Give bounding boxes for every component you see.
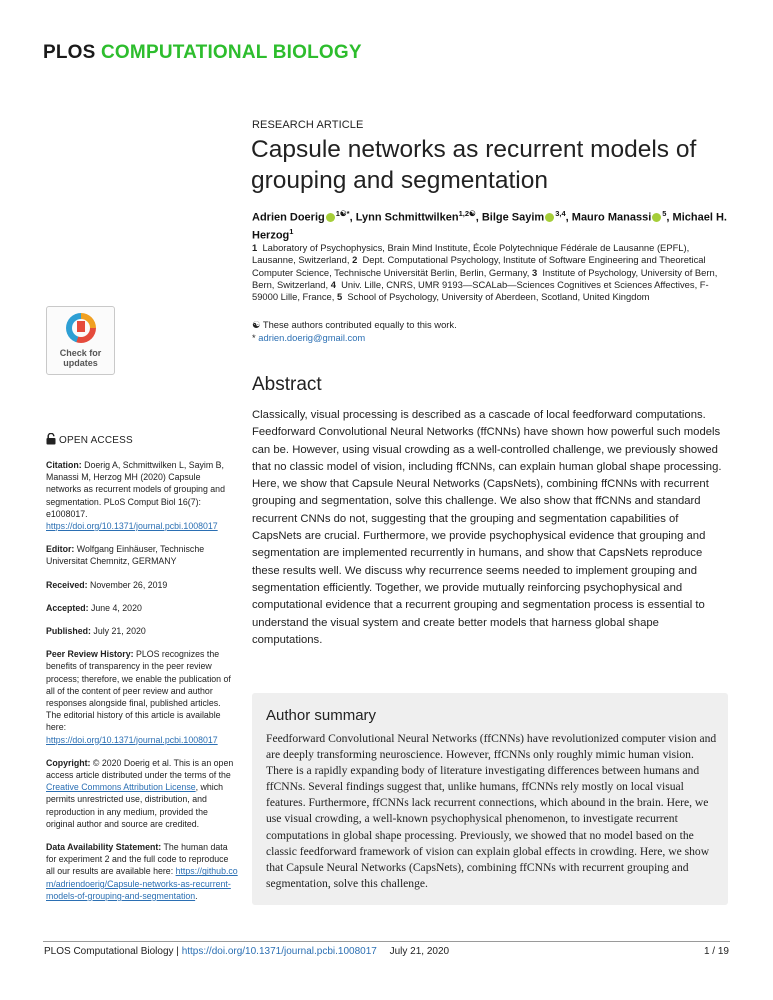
page-number: 1 / 19: [703, 946, 729, 957]
abstract-text: Classically, visual processing is described as a cascade of local feedforward computations. Feedforward Convolutional Neural Networks (ffCNNs) have shown how powerful such models can be. However, using visual crowding as a well-controlled challenge, we previously showed that no classic model of vision, including ffCNNs, can explain human global shape processing. Here, we show that Capsule Neural Networks (CapsNets), combining ffCNNs with recurrent grouping and segmentation, solve this challenge. We also show that ffCNNs and standard recurrent CNNs do not, suggesting that the grouping and segmentation capabilities of CapsNets are crucial. Furthermore, we provide psychophysical evidence that grouping and segmentation are implemented recurrently in humans, and show that CapsNets reproduce these results well. We discuss why recurrence seems needed to implement grouping and segmentation efficiently. Together, we provide mutually reinforcing psychophysical and computational evidence that a recurrent grouping and segmentation process is essential to understand the visual system and create better models that harness global shape computations.: [252, 409, 722, 646]
affiliation-number: 5: [336, 291, 343, 303]
peer-review-link[interactable]: https://doi.org/10.1371/journal.pcbi.1008017: [46, 734, 218, 745]
orcid-icon[interactable]: [545, 213, 554, 222]
data-repository-link[interactable]: https://github.com/adriendoerig/Capsule-networks-as-recurrent-models-of-grouping-and-segmentation: [46, 866, 238, 901]
affiliation-number: 1: [252, 242, 258, 253]
citation-doi-link[interactable]: https://doi.org/10.1371/journal.pcbi.1008017: [46, 521, 218, 532]
editor-block: Editor: Wolfgang Einhäuser, Technische Universitat Chemnitz, GERMANY: [46, 544, 205, 567]
author-list: Adrien Doerig $^{1☯*}$, Lynn Schmittwilken$^{1,2☯}$, Bilge Sayim $^{3,4}$, Mauro Manassi $^5$, Michael H. Herzog$^1$: [252, 209, 727, 242]
author-name[interactable]: Michael H. Herzog: [252, 211, 727, 242]
peer-review-block: Peer Review History: PLOS recognizes the benefits of transparency in the peer review process; therefore, we enable the publication of all of the content of peer review and author responses alongside final, published articles. The editorial history of this article is available here: https://doi.org/10.1371/journal.pcbi.1008017: [46, 649, 231, 745]
equal-contribution-note: ☯ These authors contributed equally to this work.: [252, 319, 457, 330]
affiliations: [252, 242, 732, 303]
author-summary-heading: Author summary: [266, 707, 377, 724]
abstract-heading: Abstract: [252, 374, 322, 395]
check-for-updates-label: Check for updates: [59, 348, 102, 368]
footer-divider: [43, 941, 730, 942]
affiliation-text: School of Psychology, University of Aberdeen, Scotland, United Kingdom: [347, 291, 650, 303]
author-name[interactable]: Mauro Manassi: [571, 211, 652, 224]
orcid-icon[interactable]: [652, 213, 661, 222]
license-link[interactable]: Creative Commons Attribution License: [46, 782, 196, 793]
author-name[interactable]: Bilge Sayim: [481, 211, 545, 224]
author-summary-text: Feedforward Convolutional Neural Networks (ffCNNs) have revolutionized computer vision and are deeply transforming neuroscience. However, ffCNNs only roughly mimic human vision. There is a rapidly expanding body of literature investigating differences between humans and ffCNNs. Several findings suggest that, unlike humans, ffCNNs rely mostly on local visual features. Furthermore, ffCNNs lack recurrent connections, which abound in the brain. Here, we use visual crowding, a well-known psychophysical phenomenon, to investigate recurrent computations in global shape processing. Previously, we showed that no model based on the classic feedforward framework of vision can explain global effects in crowding. Here, we show that Capsule Neural Networks (CapsNets), combining ffCNNs with recurrent grouping and segmentation, solve this challenge.: [266, 732, 717, 890]
journal-name-plos: PLOS: [43, 42, 96, 63]
affiliation-text: Institute of Psychology, University of Bern, Bern, Switzerland,: [252, 266, 718, 290]
journal-header: [43, 42, 362, 64]
footer-date: July 21, 2020: [389, 946, 450, 957]
author-name[interactable]: Adrien Doerig: [252, 211, 325, 224]
open-lock-icon: [46, 433, 56, 445]
data-availability-block: Data Availability Statement: The human data for experiment 2 and the full code to reproduce all our results are available here: https://github.com/adriendoerig/Capsule-networks-as-recurrent-models-of-grouping-and-segmentation.: [46, 842, 238, 901]
check-for-updates-icon: [66, 313, 96, 343]
published-block: Published: July 21, 2020: [46, 626, 146, 637]
author-notes: [252, 319, 732, 344]
citation-block: Citation: Doerig A, Schmittwilken L, Sayim B, Manassi M, Herzog MH (2020) Capsule networks as recurrent models of grouping and segmentation. PLoS Comput Biol 16(7): e1008017. https://doi.org/10.1371/journal.pcbi.1008017: [46, 460, 225, 532]
affiliation-text: Dept. Computational Psychology, Institute of Software Engineering and Theoretical Computer Science, Technische Universität Berlin, Berlin, Germany,: [252, 254, 706, 278]
affiliation-text: Univ. Lille, CNRS, UMR 9193—SCALab—Sciences Cognitives et Sciences Affectives, F-59000 Lille, France,: [252, 278, 709, 303]
article-type: RESEARCH ARTICLE: [252, 119, 364, 131]
author-affiliation-sup: 3,4: [555, 209, 566, 218]
orcid-icon[interactable]: [326, 213, 335, 222]
footer-journal: PLOS Computational Biology |: [44, 946, 179, 957]
journal-name-section: COMPUTATIONAL BIOLOGY: [101, 42, 362, 63]
affiliation-number: 4: [330, 278, 336, 290]
copyright-block: Copyright: © 2020 Doerig et al. This is an open access article distributed under the terms of the Creative Commons Attribution License, which permits unrestricted use, distribution, and reproduction in any medium, provided the original author and source are credited.: [46, 757, 234, 829]
affiliation-number: 3: [531, 266, 538, 278]
affiliation-text: Laboratory of Psychophysics, Brain Mind Institute, École Polytechnique Fédérale de Lausanne (EPFL), Lausanne, Switzerland,: [252, 242, 690, 266]
check-for-updates-badge[interactable]: [46, 306, 115, 375]
article-title: Capsule networks as recurrent models of grouping and segmentation: [251, 136, 697, 194]
author-name[interactable]: Lynn Schmittwilken: [355, 211, 459, 224]
open-access-label: OPEN ACCESS: [46, 433, 133, 446]
corresponding-author-note: [252, 332, 732, 345]
corresponding-star: *: [252, 331, 256, 343]
affiliation-number: 2: [352, 254, 358, 266]
author-affiliation-sup: 5: [662, 209, 667, 218]
footer-doi-link[interactable]: https://doi.org/10.1371/journal.pcbi.1008017: [181, 946, 377, 957]
author-summary-box: [252, 693, 728, 905]
accepted-block: Accepted: June 4, 2020: [46, 602, 142, 613]
author-affiliation-sup: 1☯*: [335, 209, 350, 218]
received-block: Received: November 26, 2019: [46, 579, 168, 590]
author-affiliation-sup: 1: [289, 226, 294, 236]
page-footer: [44, 946, 449, 957]
author-affiliation-sup: 1,2☯: [458, 209, 476, 218]
corresponding-email-link[interactable]: adrien.doerig@gmail.com: [258, 331, 366, 343]
article-info-sidebar: [46, 459, 238, 913]
